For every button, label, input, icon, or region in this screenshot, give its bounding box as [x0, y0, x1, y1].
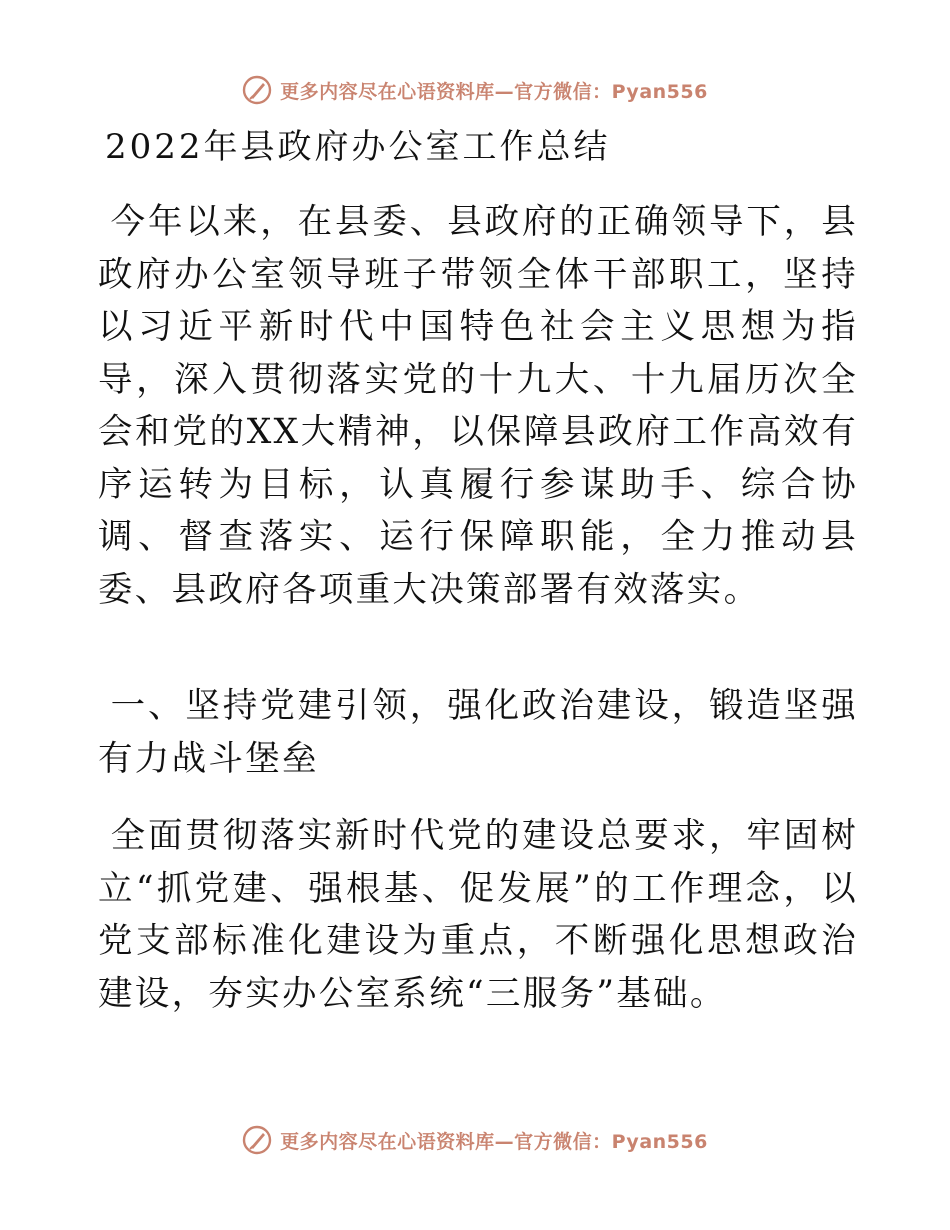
watermark-text: 更多内容尽在心语资料库—官方微信：Pyan556	[280, 1130, 708, 1153]
paragraph-text: 今年以来，在县委、县政府的正确领导下，县政府办公室领导班子带领全体干部职工，坚持以习近平新时代中国特色社会主义思想为指导，深入贯彻落实党的十九大、十九届历次全会和党的XX大精神，以保障县政府工作高效有序运转为目标，认真履行参谋助手、综合协调、督查落实、运行保障职能，全力推动县委、县政府各项重大决策部署有效落实。	[98, 202, 858, 610]
paragraph-text: 全面贯彻落实新时代党的建设总要求，牢固树立“抓党建、强根基、促发展”的工作理念，以党支部标准化建设为重点，不断强化思想政治建设，夯实办公室系统“三服务”基础。	[98, 816, 858, 1014]
quill-logo-icon	[242, 75, 272, 105]
watermark-footer	[0, 1120, 950, 1160]
body-paragraph	[98, 196, 858, 616]
body-paragraph	[98, 810, 858, 1020]
watermark-header	[0, 70, 950, 110]
document-title: 2022年县政府办公室工作总结	[105, 127, 611, 167]
quill-logo-icon	[242, 1125, 272, 1155]
section-heading	[98, 680, 858, 785]
watermark-text: 更多内容尽在心语资料库—官方微信：Pyan556	[280, 80, 708, 103]
section-heading-text: 一、坚持党建引领，强化政治建设，锻造坚强有力战斗堡垒	[98, 686, 858, 779]
